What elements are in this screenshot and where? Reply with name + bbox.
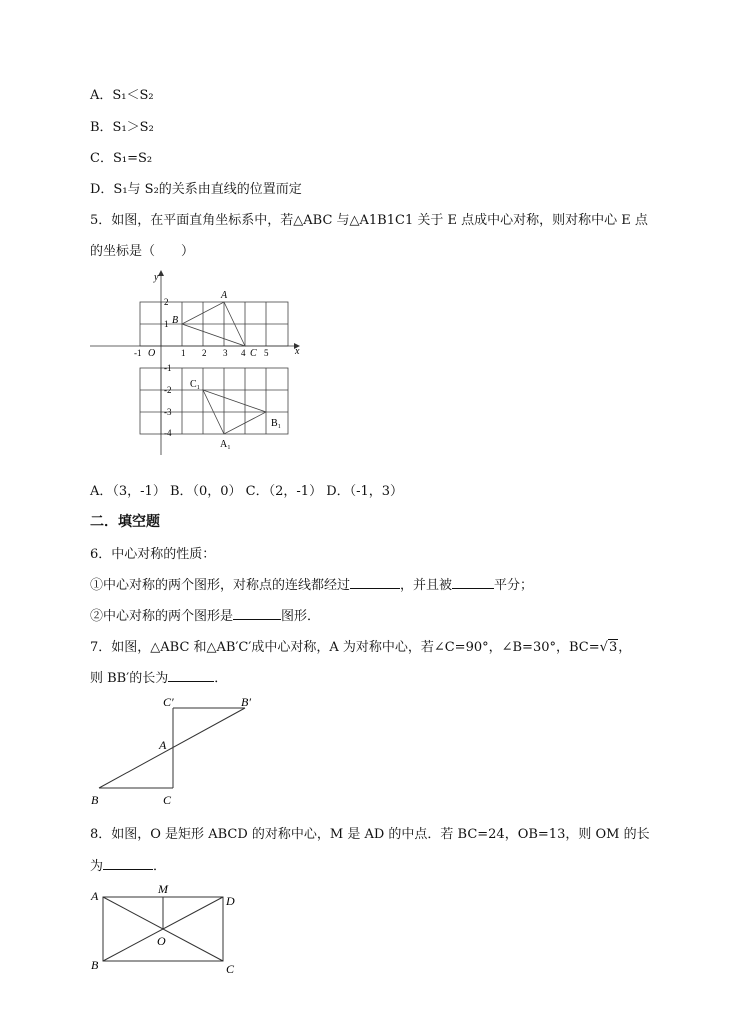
q8-stem-line1: 8．如图，O 是矩形 ABCD 的对称中心，M 是 AD 的中点．若 BC=24，OB=13，则 OM 的长 (90, 827, 650, 842)
q6-item2 (90, 605, 320, 624)
q7-stem-line2 (90, 667, 227, 686)
q7-text-c: 则 BB′的长为 (90, 671, 169, 686)
q8-text-b: ． (153, 859, 167, 874)
point-b-label: B (172, 315, 179, 326)
q7-label-c-prime: C′ (163, 695, 174, 709)
q6-blank-1[interactable] (350, 575, 400, 589)
q7-text-d: ． (214, 671, 228, 686)
point-c1-label: C₁ (190, 379, 201, 390)
q5-stem-line2: 的坐标是（ ） (90, 244, 195, 259)
q5-grid-figure (88, 270, 303, 465)
point-a-label: A (221, 290, 228, 301)
q6-blank-3[interactable] (233, 606, 281, 620)
option-d: D．S₁与 S₂的关系由直线的位置而定 (90, 182, 302, 197)
q6-item1 (90, 574, 533, 593)
q7-label-b-prime: B′ (241, 695, 251, 709)
y-axis-label: y (154, 272, 159, 283)
point-b1-label: B₁ (271, 418, 282, 429)
section-title: 二．填空题 (90, 514, 160, 530)
q7-label-a: A (159, 738, 167, 752)
q8-stem-line2 (90, 855, 166, 874)
q6-item2-text-a: ②中心对称的两个图形是 (90, 609, 234, 624)
q8-text-a: 为 (90, 859, 104, 874)
q8-label-c: C (226, 962, 235, 976)
ytick-neg4: -4 (164, 428, 172, 438)
option-b: B．S₁＞S₂ (90, 120, 154, 135)
q6-item1-text-b: ，并且被 (400, 578, 453, 593)
origin-label: O (148, 348, 156, 359)
q6-blank-2[interactable] (452, 575, 494, 589)
q8-label-m: M (158, 882, 168, 896)
xtick-2: 2 (202, 348, 207, 358)
x-axis-label: x (295, 346, 300, 357)
q8-label-a: A (91, 889, 99, 903)
q7-label-b: B (91, 793, 99, 807)
xtick-3: 3 (223, 348, 228, 358)
q8-blank[interactable] (103, 856, 153, 870)
q6-title: 6．中心对称的性质： (90, 547, 216, 562)
ytick-neg2: -2 (164, 385, 172, 395)
ytick-neg3: -3 (164, 407, 172, 417)
sqrt-radicand: 3 (608, 640, 618, 655)
q7-blank[interactable] (168, 668, 214, 682)
xtick-1: 1 (181, 348, 186, 358)
q5-stem-line1: 5．如图，在平面直角坐标系中，若△ABC 与△A1B1C1 关于 E 点成中心对称，则对称中心 E 点 (90, 213, 648, 228)
ytick-1: 1 (164, 319, 169, 329)
xtick-4: 4 (241, 348, 246, 358)
option-a: A．S₁＜S₂ (90, 88, 154, 103)
q8-figure (85, 878, 255, 983)
q8-label-d: D (226, 894, 235, 908)
q5-answers: A．（3，-1） B．（0，0） C．（2，-1） D．（-1，3） (90, 484, 404, 499)
q7-text-a: 7．如图，△ABC 和△AB′C′成中心对称，A 为对称中心，若∠C=90°，∠B=30°，BC= (90, 640, 600, 655)
q6-item1-text-c: 平分； (494, 578, 534, 593)
sqrt-three: √3 (599, 640, 618, 655)
xtick-5: 5 (264, 348, 269, 358)
q6-item2-text-b: 图形． (281, 609, 321, 624)
point-a1-label: A₁ (220, 439, 231, 450)
q7-label-c: C (163, 793, 172, 807)
q7-stem-line1 (90, 636, 631, 655)
point-c-label: C (250, 348, 257, 359)
xtick-neg1: -1 (134, 348, 142, 358)
option-c: C．S₁=S₂ (90, 151, 153, 166)
q7-figure (85, 692, 265, 812)
q6-item1-text-a: ①中心对称的两个图形，对称点的连线都经过 (90, 578, 351, 593)
q8-label-o: O (157, 934, 166, 948)
ytick-neg1: -1 (164, 363, 172, 373)
q7-text-b: ， (618, 640, 632, 655)
ytick-2: 2 (164, 297, 169, 307)
q8-label-b: B (91, 958, 99, 972)
